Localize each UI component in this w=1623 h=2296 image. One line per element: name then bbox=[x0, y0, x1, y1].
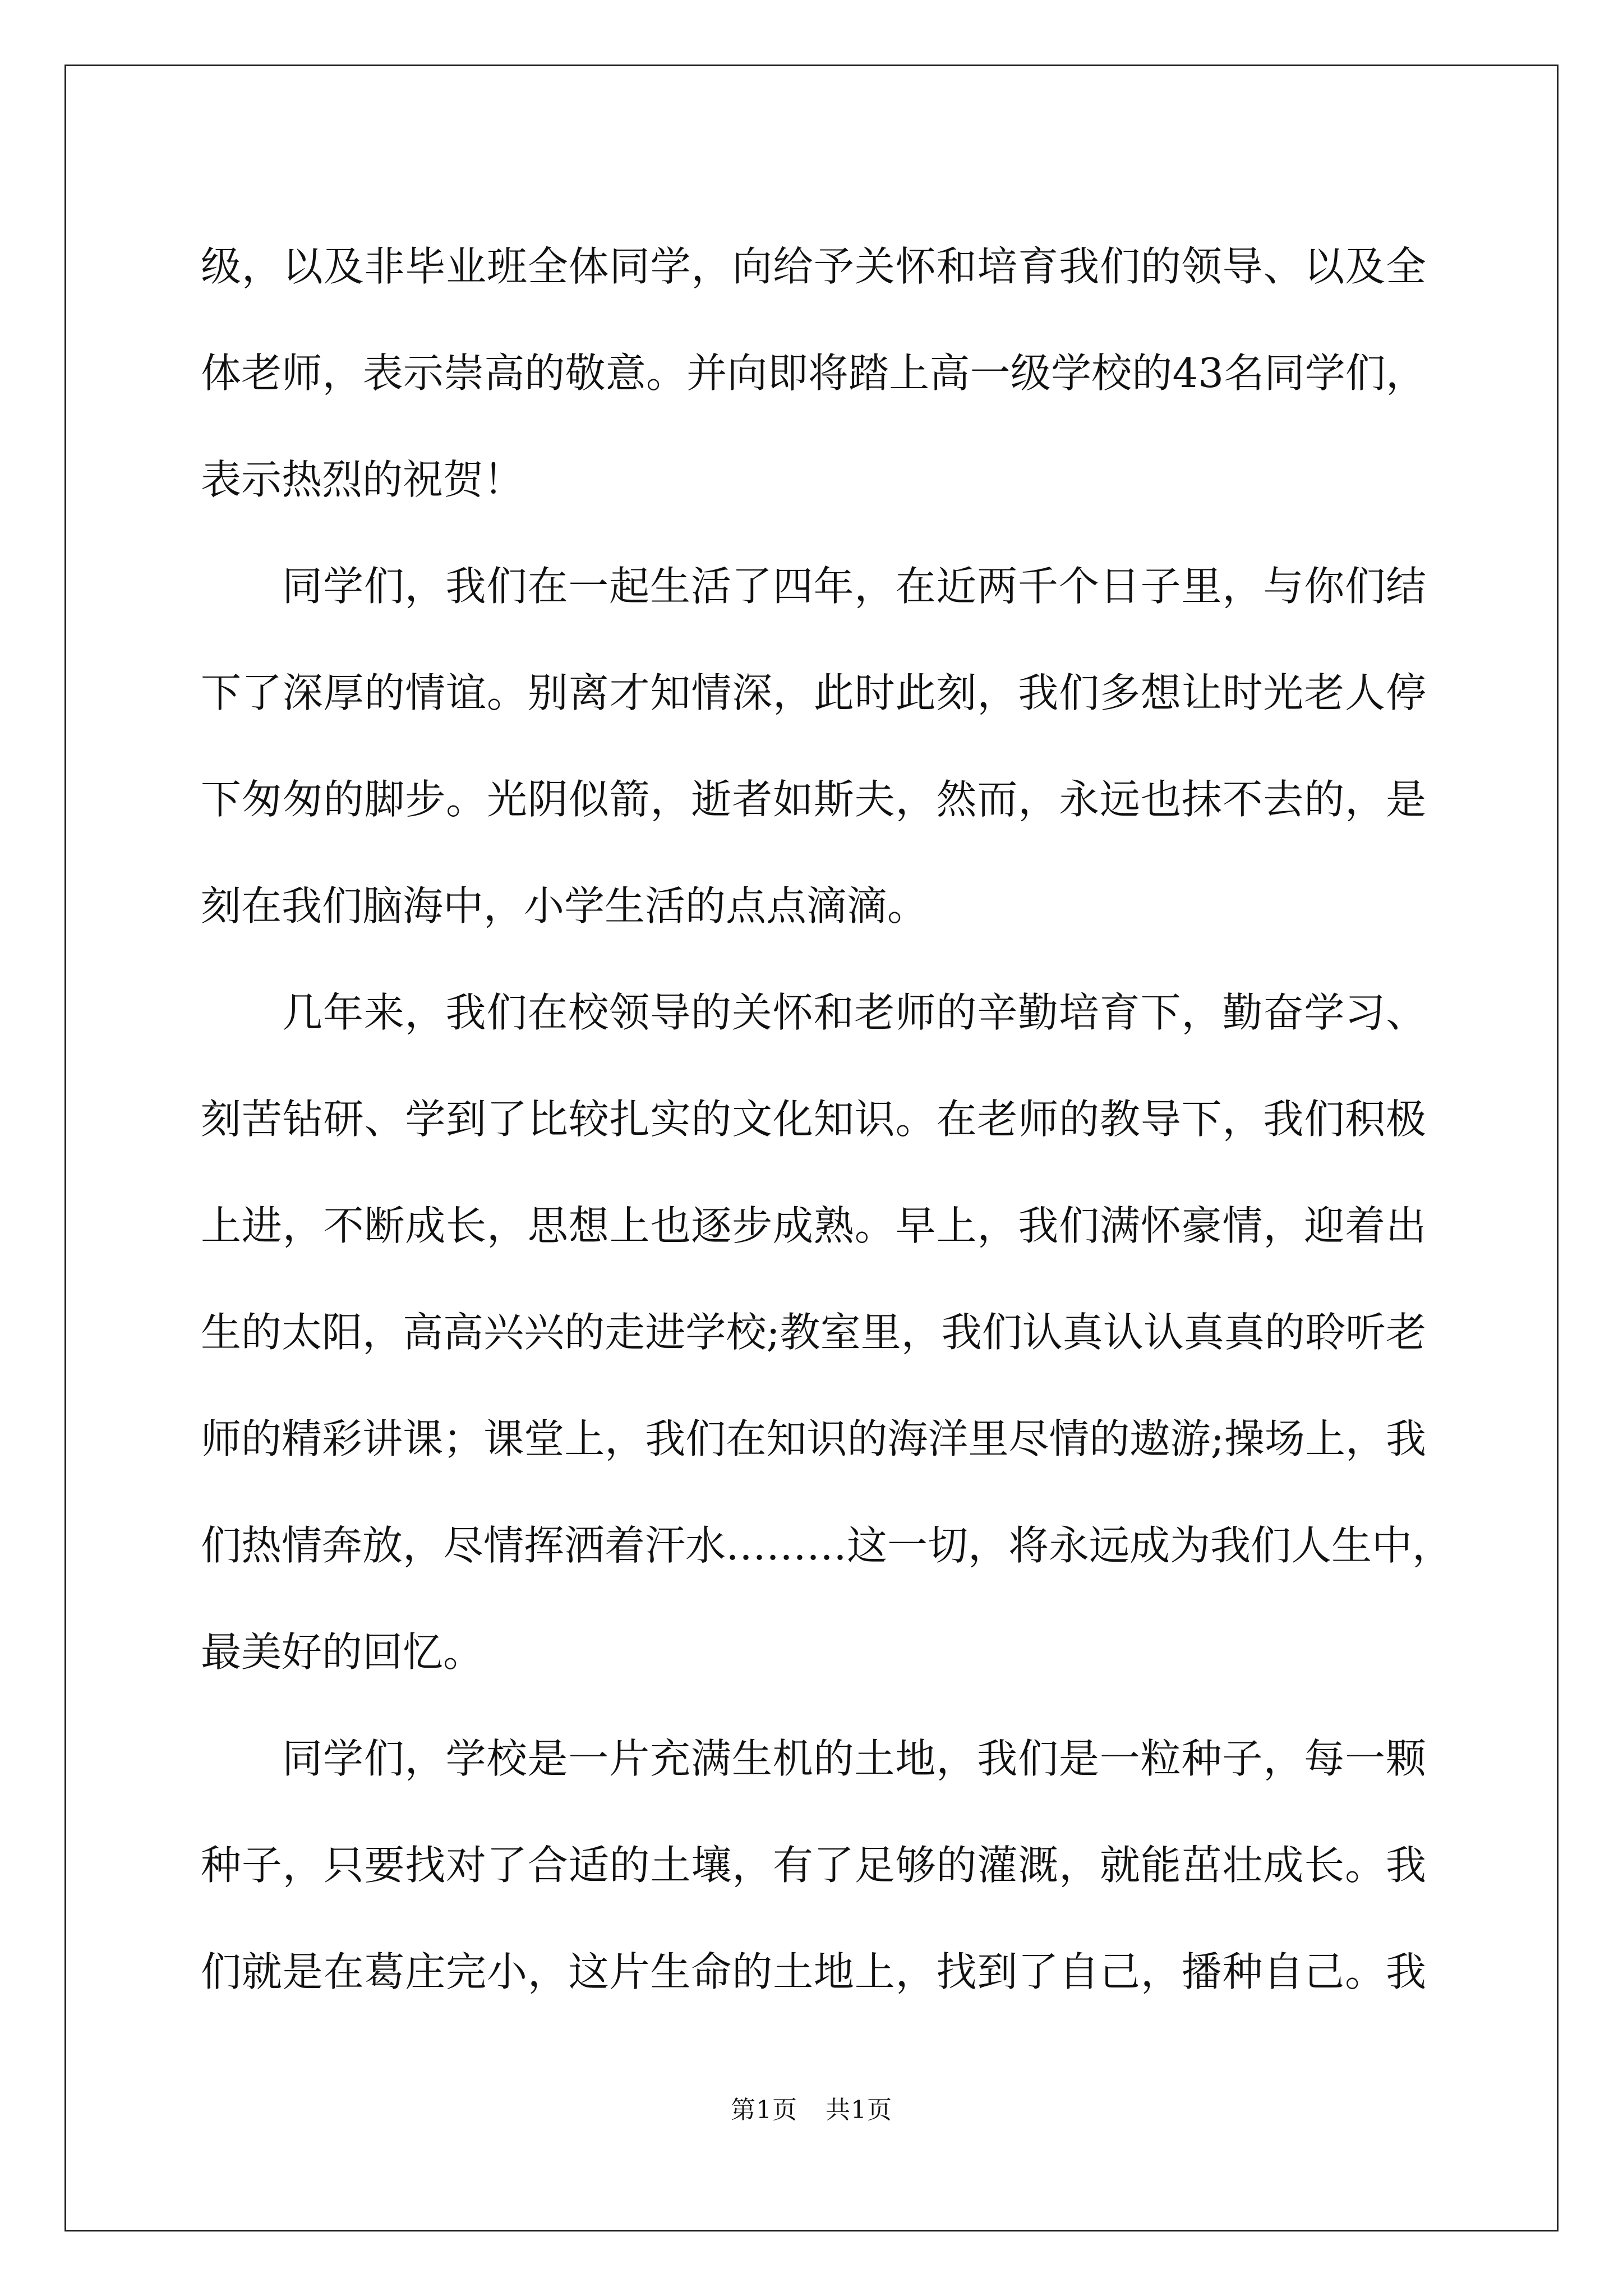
paragraph-line: 同学们，学校是一片充满生机的土地，我们是一粒种子，每一颗 bbox=[282, 1735, 1426, 1782]
paragraph-line: 级，以及非毕业班全体同学，向给予关怀和培育我们的领导、以及全 bbox=[201, 243, 1426, 290]
paragraph-line: 们就是在葛庄完小，这片生命的土地上，找到了自己，播种自己。我 bbox=[201, 1948, 1426, 1995]
page-number: 第1页 bbox=[731, 2096, 797, 2124]
paragraph-line: 刻苦钻研、学到了比较扎实的文化知识。在老师的教导下，我们积极 bbox=[201, 1096, 1426, 1143]
paragraph-line: 种子，只要找对了合适的土壤，有了足够的灌溉，就能茁壮成长。我 bbox=[201, 1842, 1426, 1889]
paragraph-line: 们热情奔放，尽情挥洒着汗水………这一切，将永远成为我们人生中， bbox=[201, 1522, 1453, 1569]
paragraph-line: 刻在我们脑海中，小学生活的点点滴滴。 bbox=[201, 882, 928, 930]
page-total: 共1页 bbox=[826, 2096, 892, 2124]
document-body bbox=[201, 213, 1453, 2025]
paragraph-line: 下匆匆的脚步。光阴似箭，逝者如斯夫，然而，永远也抹不去的，是 bbox=[201, 776, 1426, 823]
paragraph-line: 几年来，我们在校领导的关怀和老师的辛勤培育下，勤奋学习、 bbox=[282, 989, 1426, 1036]
paragraph-line: 下了深厚的情谊。别离才知情深，此时此刻，我们多想让时光老人停 bbox=[201, 669, 1426, 716]
page-footer bbox=[0, 2090, 1623, 2125]
paragraph-line: 同学们，我们在一起生活了四年，在近两千个日子里，与你们结 bbox=[282, 563, 1426, 610]
paragraph-line: 体老师，表示崇高的敬意。并向即将踏上高一级学校的43名同学们， bbox=[201, 349, 1426, 397]
paragraph-line: 上进，不断成长，思想上也逐步成熟。早上，我们满怀豪情，迎着出 bbox=[201, 1202, 1426, 1249]
paragraph-line: 最美好的回忆。 bbox=[201, 1628, 484, 1676]
paragraph-line: 生的太阳，高高兴兴的走进学校;教室里，我们认真认认真真的聆听老 bbox=[201, 1309, 1426, 1356]
paragraph-line: 师的精彩讲课；课堂上，我们在知识的海洋里尽情的遨游;操场上，我 bbox=[201, 1415, 1426, 1462]
paragraph-line: 表示热烈的祝贺！ bbox=[201, 456, 524, 503]
